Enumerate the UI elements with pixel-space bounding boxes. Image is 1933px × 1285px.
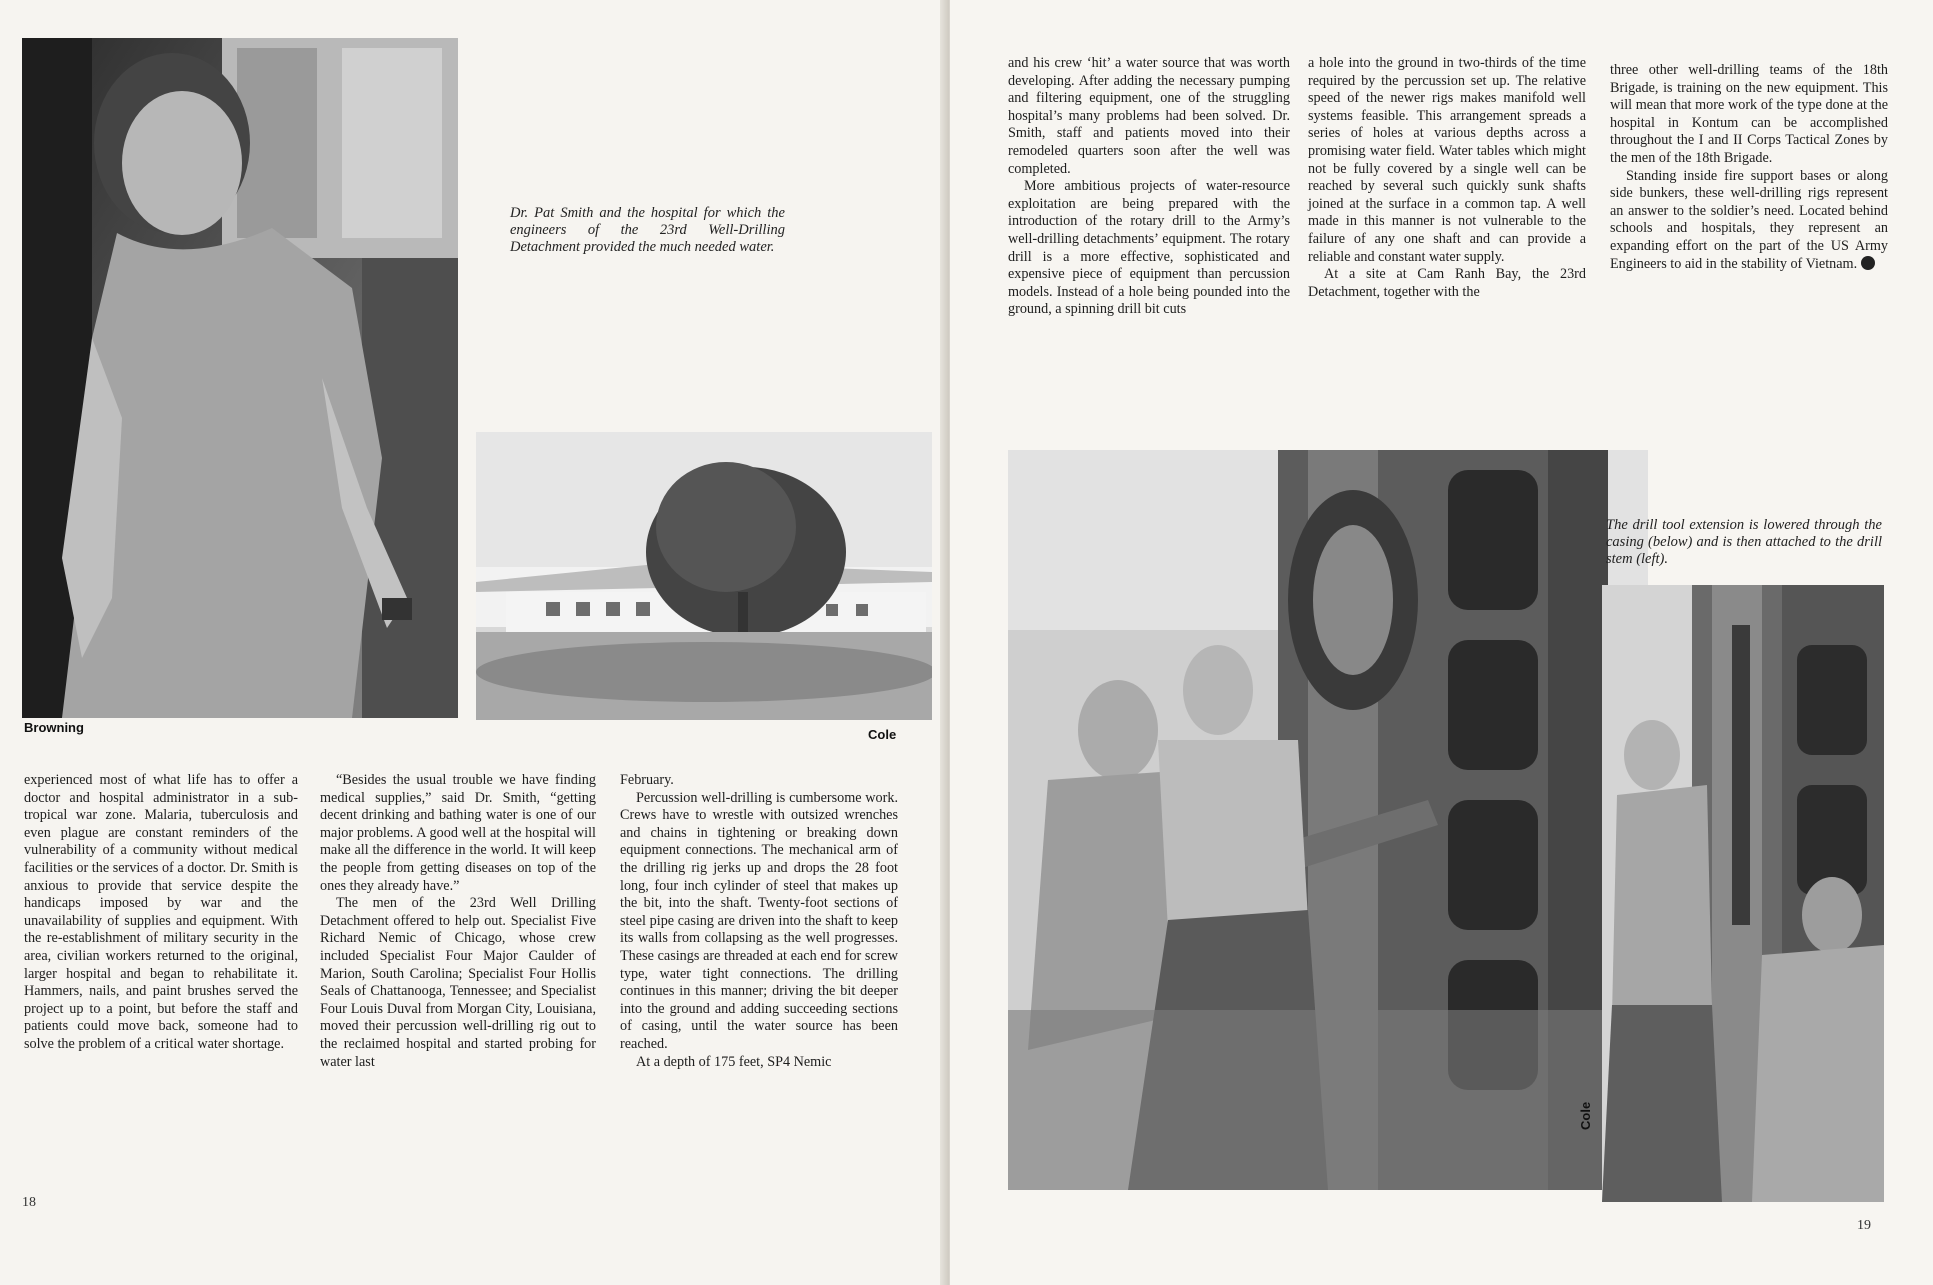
caption-drill-tool: The drill tool extension is lowered through the casing (below) and is then attached to the drill stem (left).	[1606, 517, 1882, 567]
right-column-1-para-2: More ambitious projects of water-resource exploitation are being prepared with the introduction of the rotary drill to the Army’s well-drilling detachments’ equipment. The rotary drill is a more effective, sophisticated and expensive piece of equipment than percussion models. Instead of a hole being pounded into the ground, a spinning drill bit cuts	[1008, 178, 1290, 318]
caption-hospital: Dr. Pat Smith and the hospital for which the engineers of the 23rd Well-Drilling Detachment provided the much needed water.	[510, 205, 785, 255]
left-column-2-para-2: The men of the 23rd Well Drilling Detachment offered to help out. Specialist Five Richard Nemic of Chicago, whose crew included Specialist Four Major Caulder of Marion, South Carolina; Specialist Four Hollis Seals of Chattanooga, Tennessee; and Specialist Four Louis Duval from Morgan City, Louisiana, moved their percussion well-drilling rig out to the reclaimed hospital and started probing for water last	[320, 895, 596, 1070]
left-column-2	[320, 772, 596, 1071]
right-column-3-para-2: Standing inside fire support bases or along side bunkers, these well-drilling rigs represent an answer to the soldier’s need. Located behind schools and hospitals, they represent an expanding effort on the part of the US Army Engineers to aid in the stability of Vietnam.	[1610, 167, 1888, 272]
left-column-2-para-1: “Besides the usual trouble we have finding medical supplies,” said Dr. Smith, “getting decent drinking and bathing water is one of our major problems. A good well at the hospital will make all the difference in the world. It will keep the people from getting diseases on top of the ones they already have.”	[320, 772, 596, 894]
left-page	[0, 0, 950, 1285]
left-column-3-para-3: At a depth of 175 feet, SP4 Nemic	[636, 1053, 832, 1070]
right-column-3	[1610, 62, 1888, 273]
photo-credit-browning: Browning	[24, 720, 84, 735]
right-column-3-para-1: three other well-drilling teams of the 18th Brigade, is training on the new equipment. This will mean that more work of the type done at the hospital in Kontum can be accomplished throughout the I and II Corps Tactical Zones by the men of the 18th Brigade.	[1610, 62, 1888, 166]
drilling-photo-image	[1008, 450, 1648, 1190]
page-number-right: 19	[1857, 1218, 1871, 1233]
end-mark-icon	[1861, 256, 1875, 270]
hospital-photo-image	[476, 432, 932, 720]
portrait-photo	[22, 38, 458, 718]
hospital-photo	[476, 432, 932, 720]
left-column-3-para-2: Percussion well-drilling is cumbersome work. Crews have to wrestle with outsized wrenches and chains in tightening or breaking down equipment connections. The mechanical arm of the drilling rig jerks up and drops the 28 foot long, four inch cylinder of steel that makes up the bit, into the shaft. Twenty-foot sections of steel pipe casing are driven into the shaft to keep its walls from collapsing as the well progresses. These casings are threaded at each end for screw type, water tight connections. The drilling continues in this manner; driving the bit deeper into the ground and adding succeeding sections of casing, until the water source has been reached.	[620, 789, 898, 1052]
right-column-2-para-2: At a site at Cam Ranh Bay, the 23rd Detachment, together with the	[1308, 266, 1586, 300]
right-column-2-para-1: a hole into the ground in two-thirds of the time required by the percussion set up. The relative speed of the newer rigs makes manifold well systems feasible. This arrangement spreads a series of holes at various depths across a promising water field. Water tables which might not be fully covered by a single well can be reached by several such quickly sunk shafts joined at the surface in a common tap. A well made in this manner is not vulnerable to the failure of any one shaft and can provide a reliable and constant water supply.	[1308, 55, 1586, 265]
photo-credit-cole-left: Cole	[868, 727, 897, 742]
portrait-photo-image	[22, 38, 458, 718]
left-column-3-para-1: February.	[620, 772, 674, 788]
right-page	[950, 0, 1933, 1285]
right-column-3-para-2-wrap	[1610, 168, 1888, 274]
left-column-1	[24, 772, 298, 1054]
drilling-photo	[1008, 450, 1648, 1190]
photo-credit-cole-right: Cole	[1578, 1101, 1593, 1130]
drill-stem-photo-image	[1602, 585, 1884, 1202]
drill-stem-photo	[1602, 585, 1884, 1202]
left-column-3	[620, 772, 898, 1071]
right-column-1-para-1: and his crew ‘hit’ a water source that was worth developing. After adding the necessary pumping and filtering equipment, one of the struggling hospital’s many problems had been solved. Dr. Smith, staff and patients moved into their remodeled quarters soon after the well was completed.	[1008, 55, 1290, 177]
page-number-left: 18	[22, 1195, 36, 1210]
right-column-2	[1308, 55, 1586, 301]
left-column-1-text: experienced most of what life has to offer a doctor and hospital administrator in a sub-tropical war zone. Malaria, tuberculosis and even plague are constant reminders of the vulnerability of a community without medical facilities or the services of a doctor. Dr. Smith is anxious to provide that service despite the handicaps imposed by war and the unavailability of supplies and equipment. With the re-establishment of military security in the area, civilian workers returned to the original, larger hospital and began to rehabilitate it. Hammers, nails, and paint brushes served the project up to a point, but before the staff and patients could move back, someone had to solve the problem of a critical water shortage.	[24, 772, 298, 1052]
right-column-1	[1008, 55, 1290, 319]
